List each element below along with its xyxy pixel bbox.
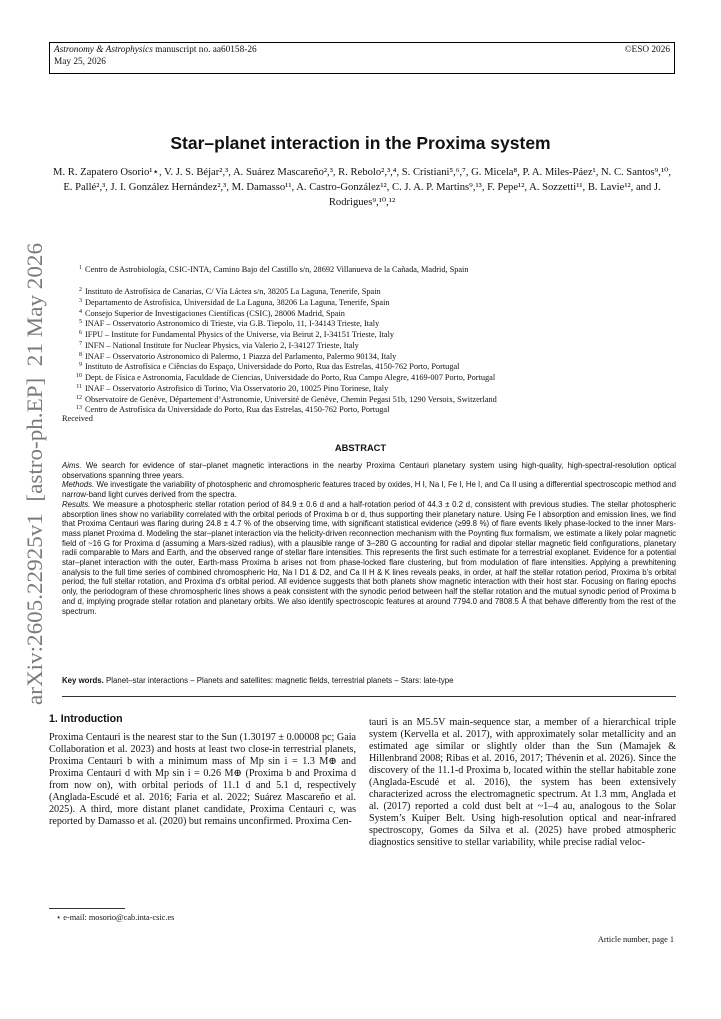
- header-date: May 25, 2026: [54, 56, 106, 67]
- section-heading-introduction: 1. Introduction: [49, 713, 123, 725]
- affiliation-text: INFN – National Institute for Nuclear Physics, via Valerio 2, I-34127 Trieste, Italy: [85, 340, 359, 350]
- abstract-aims: Aims. We search for evidence of star–planet magnetic interactions in the nearby Proxima Centauri planetary system using high-quality, high-spectral-resolution optical observations spanning three years.: [62, 461, 676, 480]
- intro-paragraph-left: Proxima Centauri is the nearest star to the Sun (1.30197 ± 0.00008 pc; Gaia Collaboration et al. 2023) and hosts at least two close-in terrestrial planets, Proxima Centauri b with a minimum mass of Mp sin i = 1.3 M⊕ and Proxima Centauri d with Mp sin i = 0.26 M⊕ (Proxima b and Proxima d from now on), with orbital periods of 11.1 d and 5.1 d, respectively (Anglada-Escudé et al. 2016; Faria et al. 2022; Suárez Mascareño et al. 2025). A third, more distant planet candidate, Proxima Centauri c, was reported by Damasso et al. (2020) but remains unconfirmed. Proxima Cen-: [49, 732, 356, 827]
- keywords-divider: [62, 696, 676, 697]
- author-list: M. R. Zapatero Osorio¹⋆, V. J. S. Béjar²,³, A. Suárez Mascareño²,³, R. Rebolo²,³,⁴, S. Cristiani⁵,⁶,⁷, G. Micela⁸, P. A. Miles-Páez¹, N. C. Santos⁹,¹⁰, E. Pallé²,³, J. I. González Hernández²,³, M. Damasso¹¹, A. Castro-González¹², C. J. A. P. Martins⁹,¹³, F. Pepe¹², A. Sozzetti¹¹, B. Lavie¹², and J. Rodrigues⁹,¹⁰,¹²: [53, 167, 671, 208]
- affiliation-item: $^7$ INFN – National Institute for Nuclear Physics, via Valerio 2, I-34127 Trieste, Italy: [79, 340, 359, 350]
- keywords-text: Planet–star interactions – Planets and satellites: magnetic fields, terrestrial planets – Stars: late-type: [106, 676, 454, 685]
- received-line: Received: [62, 414, 93, 423]
- keywords: [62, 676, 676, 685]
- journal-name: Astronomy & Astrophysics: [54, 45, 153, 55]
- affiliation-text: IFPU – Institute for Fundamental Physics of the Universe, via Beirut 2, I-34151 Trieste, Italy: [85, 330, 395, 339]
- header-info: [54, 45, 257, 68]
- affiliation-first: $^1$ Centro de Astrobiología, CSIC-INTA, Camino Bajo del Castillo s/n, 28692 Villanueva de la Cañada, Madrid, Spain: [79, 265, 469, 274]
- affiliation-text: INAF – Osservatorio Astrofisico di Torino, Via Osservatorio 20, 10025 Pino Torinese, Italy: [85, 383, 389, 393]
- affiliation-item: $^8$ INAF – Osservatorio Astronomico di Palermo, 1 Piazza del Parlamento, Palermo 90134, Italy: [79, 351, 397, 361]
- keywords-label: Key words.: [62, 676, 104, 685]
- page-number: Article number, page 1: [597, 935, 674, 944]
- abstract-results: Results. We measure a photospheric stellar rotation period of 84.9 ± 0.6 d and a half-rotation period of 44.3 ± 0.2 d, consistent with previous studies. The stellar photospheric absorption lines show no variability correlated with the orbital periods of Proxima b or d, thus supporting their planetary nature. Using Fe I absorption and emission lines, we find that Proxima Centauri was flaring during 24.8 ± 4.7 % of the observing time, with significant statistical evidence (≥99.8 %) of flare events likely phase-locked to the inner Mars-mass planet Proxima d. Modeling the star–planet interaction via the helicity-driven reconnection mechanism with the Poynting flux formalism, we estimate a likely polar magnetic field of ~16 G for Proxima d (assuming a Mars-sized radius), with a plausible range of 3–280 G accounting for radial and dipolar stellar magnetic field configurations, planetary radii comparable to Mars and Earth, and the observed range of stellar flare intensities. This represents the first such estimate for a terrestrial exoplanet. Evidence for a potential star–planet interaction with the outer, Earth-mass Proxima b arises not from phase-locked flare clustering, but from modulation of flare intensities. Applying a prewhitening analysis to the full time series of combined chromospheric Hα, Na I D1 & D2, and Ca II H & K lines reveals peaks, in order, at half the stellar rotation period, Proxima b’s orbital period, the full stellar rotation, and Proxima d’s orbital period. All evidence suggests that both planets show magnetic interaction with their host star. Focusing on flaring epochs only, the periodogram of these chromospheric lines shows a peak consistent with the synodic period between half the stellar rotation and the mutual synodic period of Proxima b and d, implying prograde stellar rotation and planetary orbits. We also identify spectroscopic features at around 7794.0 and 7808.5 Å that behave differently from the rest of the spectrum.: [62, 499, 676, 616]
- affiliation-text: Instituto de Astrofísica e Ciências do Espaço, Universidade do Porto, Rua das Estrelas, 4150-762 Porto, Portugal: [85, 362, 460, 372]
- affiliation-list: [70, 287, 690, 416]
- affiliation-text: Instituto de Astrofísica de Canarias, C/ Vía Láctea s/n, 38205 La Laguna, Tenerife, Spain: [85, 287, 381, 296]
- intro-left-column: [49, 732, 356, 828]
- footnote-divider: [49, 908, 125, 909]
- affiliation-text: Consejo Superior de Investigaciones Científicas (CSIC), 28006 Madrid, Spain: [85, 308, 345, 318]
- affiliation-text: Centro de Astrobiología, CSIC-INTA, Camino Bajo del Castillo s/n, 28692 Villanueva de la Cañada, Madrid, Spain: [85, 265, 469, 274]
- abstract-heading: ABSTRACT: [334, 443, 387, 453]
- affiliation-item: $^{11}$ INAF – Osservatorio Astrofisico di Torino, Via Osservatorio 20, 10025 Pino Torinese, Italy: [76, 383, 389, 393]
- affiliation-item: $^5$ INAF – Osservatorio Astronomico di Trieste, via G.B. Tiepolo, 11, I-34143 Trieste, Italy: [79, 319, 380, 329]
- affiliation-item: $^9$ Instituto de Astrofísica e Ciências do Espaço, Universidade do Porto, Rua das Estrelas, 4150-762 Porto, Portugal: [79, 362, 460, 372]
- affiliation-item: $^{12}$ Observatoire de Genève, Département d’Astronomie, Université de Genève, Chemin Pegasi 51b, 1290 Versoix, Switzerland: [76, 394, 497, 404]
- affiliation-item: $^4$ Consejo Superior de Investigaciones Científicas (CSIC), 28006 Madrid, Spain: [79, 308, 345, 318]
- abstract-methods: Methods. We investigate the variability of photospheric and chromospheric features traced by oxides, H I, Na I, Fe I, He I, and Ca II using a differential spectroscopic method and narrow-band light curves derived from the spectra.: [62, 480, 676, 500]
- copyright: ©ESO 2026: [624, 45, 670, 55]
- affiliation-item: $^3$ Departamento de Astrofísica, Universidad de La Laguna, 38206 La Laguna, Tenerife, Spain: [79, 297, 390, 307]
- affiliation-item: $^{13}$ Centro de Astrofísica da Universidade do Porto, Rua das Estrelas, 4150-762 Porto, Portugal: [76, 405, 390, 415]
- intro-right-column: [369, 717, 676, 848]
- paper-title: Star–planet interaction in the Proxima system: [170, 133, 551, 153]
- footnote-email[interactable]: ⋆ e-mail: mosorio@cab.inta-csic.es: [56, 913, 175, 922]
- affiliation-item: $^{10}$ Dept. de Física e Astronomia, Faculdade de Ciencias, Universidade do Porto, Rua Campo Alegre, 4169-007 Porto, Portugal: [76, 373, 496, 382]
- affiliation-text: Dept. de Física e Astronomia, Faculdade de Ciencias, Universidade do Porto, Rua Campo Alegre, 4169-007 Porto, Portugal: [85, 373, 496, 382]
- intro-paragraph-right: tauri is an M5.5V main-sequence star, a member of a hierarchical triple system (Kervella et al. 2017), with approximately solar metallicity and an estimated age similar or slightly older than the Sun (Mamajek & Hillenbrand 2008; Ribas et al. 2016, 2017; Thévenin et al. 2026). Since the discovery of the 11.1-d Proxima b, located within the stellar habitable zone (Anglada-Escudé et al. 2016), the system has been extensively characterized across the electromagnetic spectrum. At 1.3 mm, Anglada et al. (2017) reported a cold dust belt at ~1–4 au, analogous to the Solar System’s Kuiper Belt. Using high-resolution optical and near-infrared spectroscopy, Gomes da Silva et al. (2025) have probed atmospheric diagnostics sensitive to stellar variability, while precise radial veloc-: [369, 717, 676, 848]
- affiliation-text: INAF – Osservatorio Astronomico di Palermo, 1 Piazza del Parlamento, Palermo 90134, Italy: [85, 351, 397, 361]
- manuscript-number: manuscript no. aa60158-26: [155, 45, 257, 55]
- affiliation-text: Departamento de Astrofísica, Universidad de La Laguna, 38206 La Laguna, Tenerife, Spain: [85, 297, 390, 307]
- affiliation-item: $^2$ Instituto de Astrofísica de Canarias, C/ Vía Láctea s/n, 38205 La Laguna, Tenerife, Spain: [79, 287, 381, 296]
- arxiv-id-text: arXiv:2605.22925v1 [astro-ph.EP] 21 May 2026: [22, 255, 47, 705]
- affiliation-text: INAF – Osservatorio Astronomico di Trieste, via G.B. Tiepolo, 11, I-34143 Trieste, Italy: [85, 319, 380, 329]
- affiliation-text: Observatoire de Genève, Département d’Astronomie, Université de Genève, Chemin Pegasi 51b, 1290 Versoix, Switzerland: [85, 394, 497, 404]
- affiliation-text: Centro de Astrofísica da Universidade do Porto, Rua das Estrelas, 4150-762 Porto, Portugal: [85, 405, 390, 415]
- affiliation-item: $^6$ IFPU – Institute for Fundamental Physics of the Universe, via Beirut 2, I-34151 Trieste, Italy: [79, 330, 395, 339]
- abstract: [62, 461, 676, 616]
